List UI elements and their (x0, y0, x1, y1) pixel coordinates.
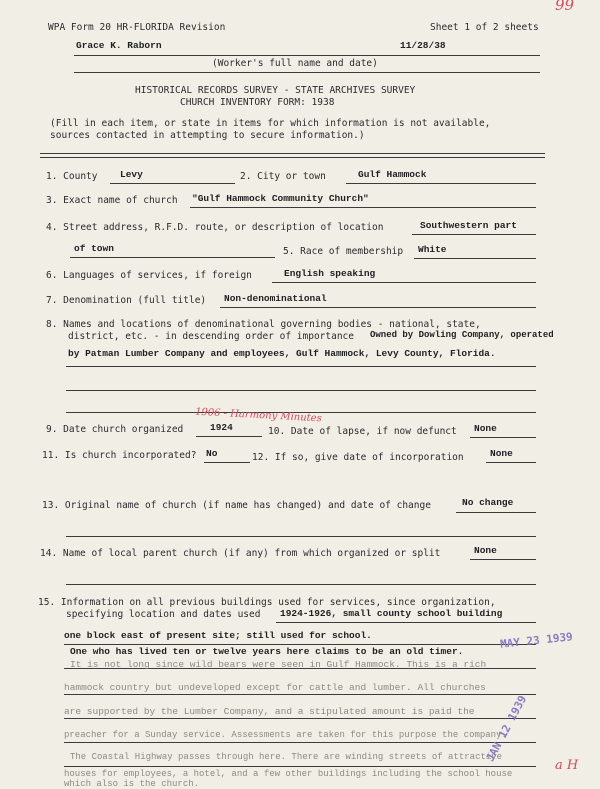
instruction-line-2: sources contacted in attempting to secure information.) (50, 130, 365, 141)
buildings-line-1 (276, 622, 536, 623)
incorporation-date-value: None (490, 448, 513, 459)
received-stamp-may: MAY 23 1939 (499, 630, 574, 651)
item-7-label: 7. Denomination (full title) (46, 295, 207, 306)
double-rule (40, 153, 545, 158)
faded-line-1: It is not long since wild bears were seen in Gulf Hammock. This is a rich (70, 659, 487, 670)
faded-rule-2 (64, 718, 536, 719)
county-line (110, 183, 235, 184)
faded-line-5: The Coastal Highway passes through here. There are winding streets of attractive (70, 752, 503, 762)
church-name-line (190, 207, 536, 208)
denomination-line (220, 307, 536, 308)
faded-line-4: preacher for a Sunday service. Assessments are taken for this purpose the company. (64, 730, 507, 740)
item-10-label: 10. Date of lapse, if now defunct (268, 426, 457, 437)
lapse-line (470, 437, 536, 438)
form-date: 11/28/38 (400, 40, 446, 51)
faded-line-7: which also is the church. (64, 779, 200, 789)
form-id: WPA Form 20 HR-FLORIDA Revision (48, 22, 226, 33)
instruction-line-1: (Fill in each item, or state in items for which information is not available, (50, 118, 491, 129)
governing-line-1 (66, 366, 536, 367)
location-value-2: of town (74, 243, 114, 254)
faded-rule-4 (64, 766, 536, 767)
language-line (272, 282, 536, 283)
item-14-label: 14. Name of local parent church (if any) from which organized or split (40, 548, 441, 559)
survey-title: HISTORICAL RECORDS SURVEY - STATE ARCHIVES SURVEY (135, 85, 416, 96)
item-15-label-1: 15. Information on all previous buildings used for services, since organization, (38, 597, 496, 608)
item-5-label: 5. Race of membership (283, 246, 404, 257)
location-line-1 (412, 234, 536, 235)
item-4-label: 4. Street address, R.F.D. route, or description of location (46, 222, 384, 233)
original-name-line (456, 512, 536, 513)
date-annotation: 1906 - Harmony Minutes (194, 406, 323, 425)
parent-church-value: None (474, 545, 497, 556)
denomination-value: Non-denominational (224, 293, 327, 304)
worker-caption-line (74, 72, 540, 73)
buildings-line-2 (64, 644, 536, 645)
item-6-label: 6. Languages of services, if foreign (46, 270, 252, 281)
sheet-number: Sheet 1 of 2 sheets (430, 22, 539, 33)
worker-name: Grace K. Raborn (76, 40, 162, 51)
race-value: White (418, 244, 447, 255)
worker-caption: (Worker's full name and date) (212, 58, 378, 69)
form-title: CHURCH INVENTORY FORM: 1938 (180, 97, 335, 108)
item-12-label: 12. If so, give date of incorporation (252, 452, 464, 463)
city-value: Gulf Hammock (358, 169, 427, 180)
faded-rule-1 (64, 694, 536, 695)
faded-line-2: hammock country but undeveloped except for cattle and lumber. All churches (64, 682, 486, 693)
item-3-label: 3. Exact name of church (46, 195, 178, 206)
margin-note: a H (555, 758, 579, 773)
county-value: Levy (120, 169, 143, 180)
organized-value: 1924 (210, 422, 233, 433)
item-13-label: 13. Original name of church (if name has changed) and date of change (42, 500, 431, 511)
governing-line-2 (66, 390, 536, 391)
incorporation-date-line (486, 462, 536, 463)
location-value-1: Southwestern part (420, 220, 517, 231)
item-9-label: 9. Date church organized (46, 424, 184, 435)
city-line (346, 183, 536, 184)
item-1-label: 1. County (46, 171, 98, 182)
original-name-value: No change (462, 497, 514, 508)
language-value: English speaking (284, 268, 376, 279)
item-2-label: 2. City or town (240, 171, 326, 182)
worker-line (74, 55, 540, 56)
item-11-label: 11. Is church incorporated? (42, 450, 197, 461)
lapse-value: None (474, 423, 497, 434)
item-15-label-2: specifying location and dates used (66, 609, 261, 620)
faded-rule-3 (64, 742, 536, 743)
location-line-2 (70, 257, 275, 258)
governing-value-2: by Patman Lumber Company and employees, Gulf Hammock, Levy County, Florida. (68, 348, 496, 359)
parent-church-line-2 (66, 584, 536, 585)
item-8-label-2: district, etc. - in descending order of importance (68, 331, 354, 342)
received-stamp-jan: JAN 12 1939 (483, 693, 530, 764)
item-8-label-1: 8. Names and locations of denominational governing bodies - national, state, (46, 319, 481, 330)
parent-church-line (470, 559, 536, 560)
page-mark: 99 (555, 0, 575, 14)
buildings-value-1: 1924-1926, small county school building (280, 608, 503, 619)
original-name-line-2 (66, 536, 536, 537)
incorporated-value: No (206, 448, 218, 459)
church-name-value: "Gulf Hammock Community Church" (192, 193, 369, 204)
buildings-value-2: one block east of present site; still used for school. (64, 630, 372, 641)
buildings-value-3: One who has lived ten or twelve years here claims to be an old timer. (70, 646, 464, 657)
governing-value-1: Owned by Dowling Company, operated (370, 330, 554, 340)
race-line (414, 258, 536, 259)
faded-line-6: houses for employees, a hotel, and a few other buildings including the school house (64, 769, 513, 779)
faded-line-3: are supported by the Lumber Company, and a stipulated amount is paid the (64, 706, 475, 717)
organized-line (196, 436, 262, 437)
incorporated-line (204, 462, 250, 463)
